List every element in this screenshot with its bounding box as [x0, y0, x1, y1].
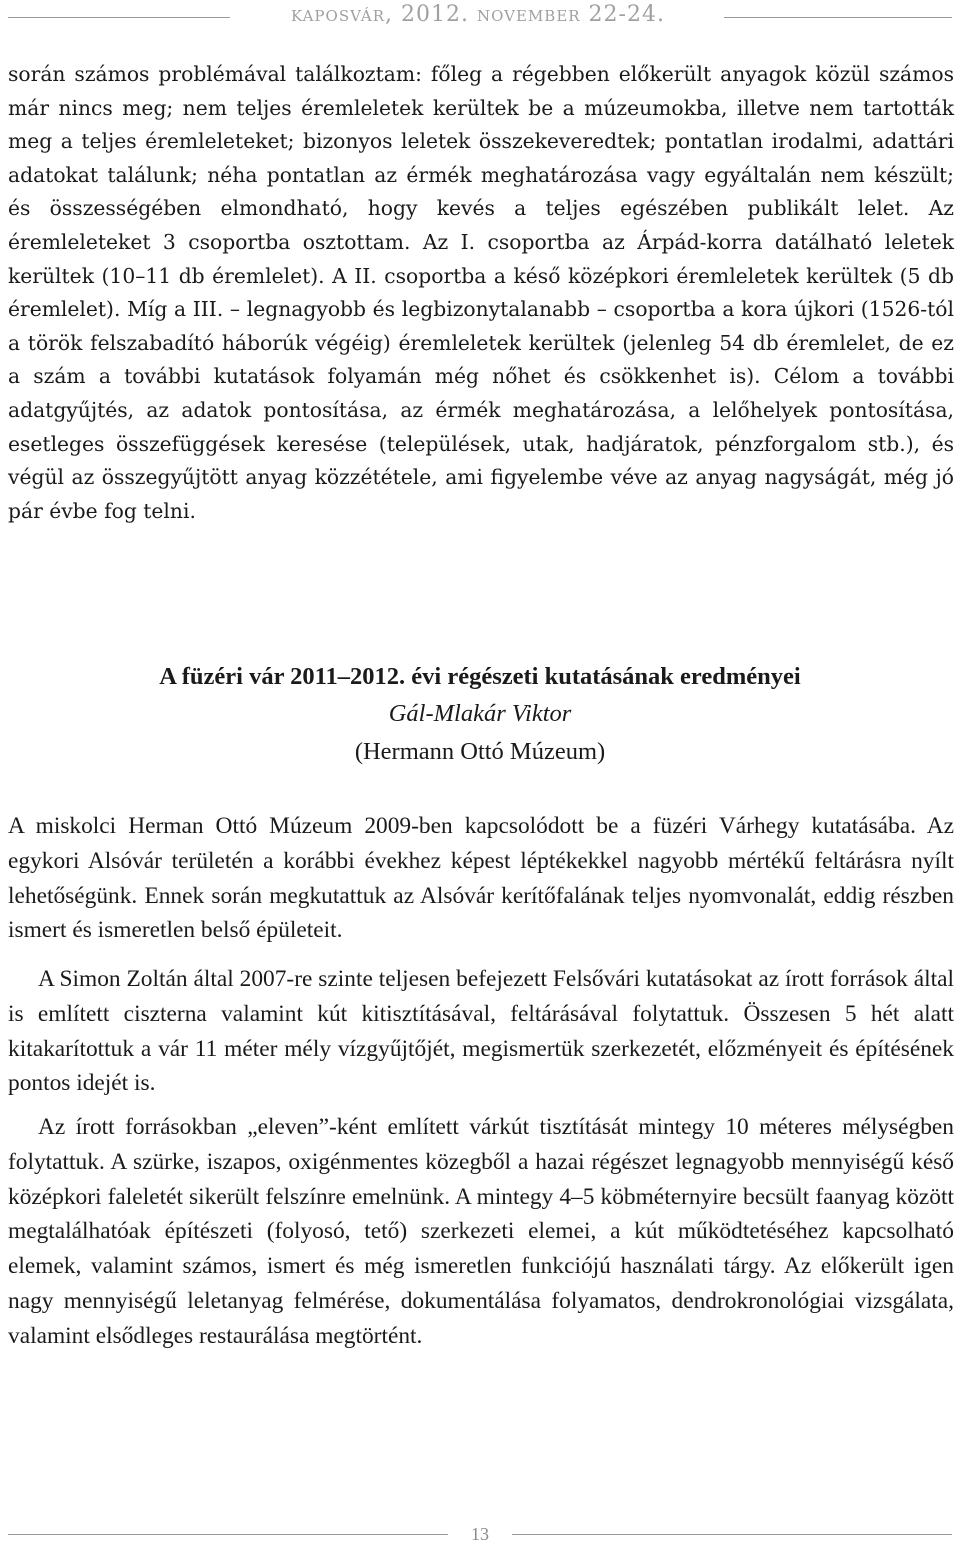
- page-number: 13: [471, 1524, 489, 1544]
- footer-rule-left: [8, 1534, 448, 1535]
- paragraph-well: Az írott forrásokban „eleven”-ként említett várkút tisztítását mintegy 10 méteres mélységben folytattuk. A szürke, iszapos, oxigénmentes közegből a hazai régészet legnagyobb mennyiségű késő középkori faleletét sikerült felszínre emelnünk. A mintegy 4–5 köbméternyire becsült faanyag között megtalálhatóak építészeti (folyosó, tető) szerkezeti elemei, a kút működtetéséhez kapcsolható elemek, valamint számos, ismert és még ismeretlen funkciójú használati tárgy. Az előkerült igen nagy mennyiségű leletanyag felmérése, dokumentálása folyamatos, dendrokronológiai vizsgálata, valamint elsődleges restaurálása megtörtént.: [8, 1114, 954, 1349]
- article-heading: [0, 661, 960, 771]
- header-rule-left: [8, 17, 230, 18]
- paragraph-cistern: A Simon Zoltán által 2007-re szinte teljesen befejezett Felsővári kutatásokat az írott források által is említett ciszterna valamint kút kitisztításával, feltárásával folytattuk. Összesen 5 hét alatt kitakarítottuk a vár 11 méter mély vízgyűjtőjét, megismertük szerkezetét, előzményeit és építésének pontos idejét is.: [8, 966, 954, 1097]
- paragraph-intro: A miskolci Herman Ottó Múzeum 2009-ben kapcsolódott be a füzéri Várhegy kutatásába. Az egykori Alsóvár területén a korábbi évekhez képest léptékekkel nagyobb mértékű feltárásra nyílt lehetőségünk. Ennek során megkutattuk az Alsóvár kerítőfalának teljes nyomvonalát, eddig részben ismert és ismeretlen belső épületeit.: [8, 813, 954, 944]
- article-author: Gál-Mlakár Viktor: [388, 700, 572, 727]
- article-institution: (Hermann Ottó Múzeum): [354, 738, 606, 765]
- running-title: kaposvár, 2012. november 22-24.: [291, 2, 665, 27]
- header-rule-right: [724, 17, 952, 18]
- page-footer: [0, 1524, 960, 1544]
- footer-rule-right: [512, 1534, 952, 1535]
- running-header: [0, 0, 960, 36]
- article-title: A füzéri vár 2011–2012. évi régészeti kutatásának eredményei: [159, 663, 801, 690]
- paragraph-coin-finds: során számos problémával találkoztam: főleg a régebben előkerült anyagok közül számos már nincs meg; nem teljes éremleletek kerültek be a múzeumokba, illetve nem tartották meg a teljes éremleleteket; bizonyos leletek összekeveredtek; pontatlan irodalmi, adattári adatokat találunk; néha pontatlan az érmék meghatározása vagy egyáltalán nem készült; és összességében elmondható, hogy kevés a teljes egészében publikált lelet. Az éremleleteket 3 csoportba osztottam. Az I. csoportba az Árpád-korra datálható leletek kerültek (10–11 db éremlelet). A II. csoportba a késő középkori éremleletek kerültek (5 db éremlelet). Míg a III. – legnagyobb és legbizonytalanabb – csoportba a kora újkori (1526-tól a török felszabadító háborúk végéig) éremleletek kerültek (jelenleg 54 db éremlelet, de ez a szám a további kutatások folyamán még nőhet és csökkenhet is). Célom a további adatgyűjtés, az adatok pontosítása, az érmék meghatározása, a lelőhelyek pontosítása, esetleges összefüggések keresése (települések, utak, hadjáratok, pénzforgalom stb.), és végül az összegyűjtött anyag közzététele, ami figyelembe véve az anyag nagyságát, még jó pár évbe fog telni.: [8, 62, 954, 523]
